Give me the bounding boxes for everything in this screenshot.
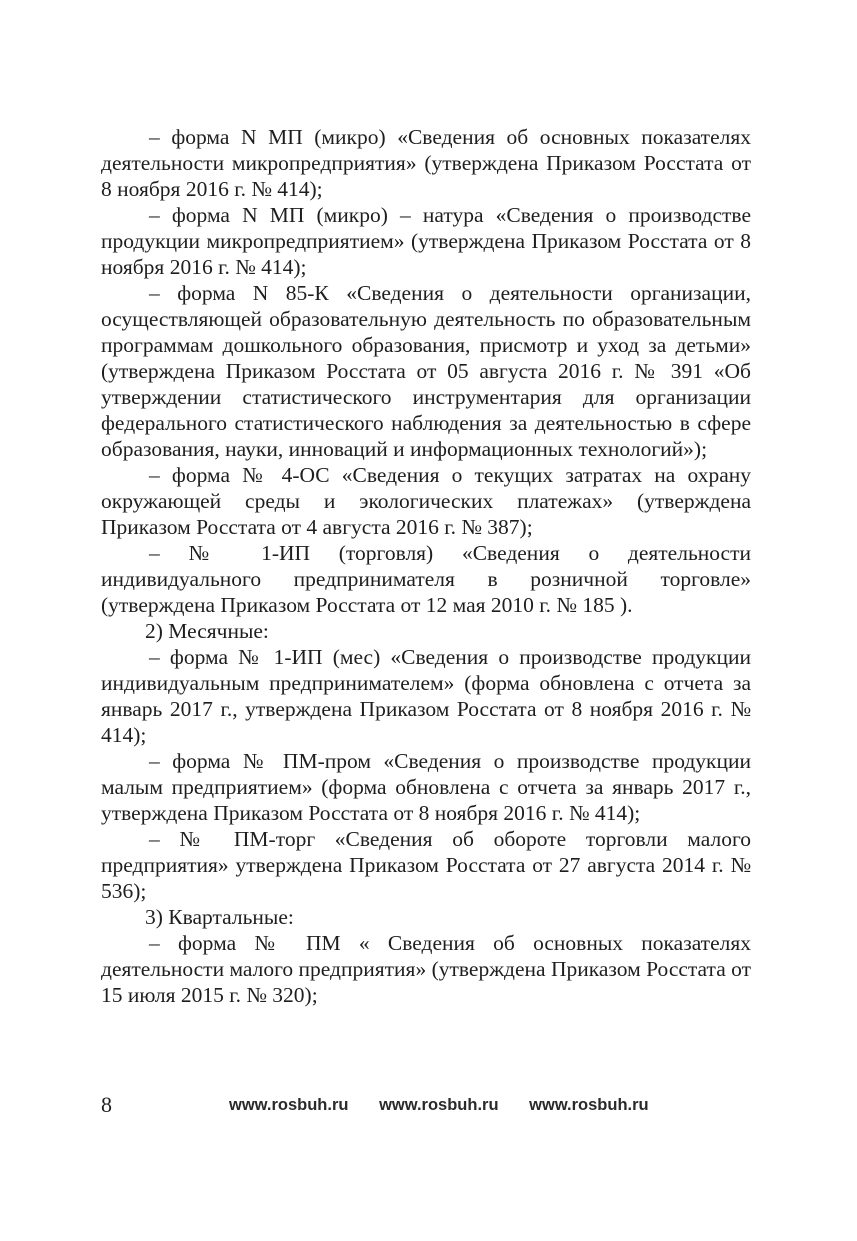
footer-link-3[interactable]: www.rosbuh.ru <box>529 1096 649 1114</box>
paragraph-form-1ip-trade: – № 1-ИП (торговля) «Сведения о деятельности индивидуального предпринимателя в розничной торговле» (утверждена Приказом Росстата от 12 мая 2010 г. № 185 ). <box>101 541 751 617</box>
paragraph-form-4os: – форма № 4-ОС «Сведения о текущих затратах на охрану окружающей среды и экологических платежах» (утверждена Приказом Росстата от 4 августа 2016 г. № 387); <box>101 463 751 539</box>
paragraph-form-1ip-month: – форма № 1-ИП (мес) «Сведения о производстве продукции индивидуальным предпринимателем» (форма обновлена с отчета за январь 2017 г., утверждена Приказом Росстата от 8 ноября 2016 г. № 414); <box>101 645 751 747</box>
section-heading-monthly: 2) Месячные: <box>145 619 269 643</box>
paragraph-form-pm-prom: – форма № ПМ-пром «Сведения о производстве продукции малым предприятием» (форма обновлена с отчета за январь 2017 г., утверждена Приказом Росстата от 8 ноября 2016 г. № 414); <box>101 749 751 825</box>
body-text <box>101 124 751 1008</box>
paragraph-form-pm: – форма № ПМ « Сведения об основных показателях деятельности малого предприятия» (утверждена Приказом Росстата от 15 июля 2015 г. № 320); <box>101 931 751 1007</box>
page-number: 8 <box>101 1092 112 1117</box>
footer-link-2[interactable]: www.rosbuh.ru <box>379 1096 499 1114</box>
page-footer <box>101 1092 751 1118</box>
section-heading-quarterly: 3) Квартальные: <box>145 905 294 929</box>
footer-links <box>229 1094 649 1116</box>
paragraph-form-mp-micro-natura: – форма N МП (микро) – натура «Сведения о производстве продукции микропредприятием» (утверждена Приказом Росстата от 8 ноября 2016 г. № 414); <box>101 203 751 279</box>
paragraph-form-mp-micro: – форма N МП (микро) «Сведения об основных показателях деятельности микропредприятия» (утверждена Приказом Росстата от 8 ноября 2016 г. № 414); <box>101 125 751 201</box>
footer-link-1[interactable]: www.rosbuh.ru <box>229 1096 349 1114</box>
paragraph-form-pm-torg: – № ПМ-торг «Сведения об обороте торговли малого предприятия» утверждена Приказом Росстата от 27 августа 2014 г. № 536); <box>101 827 751 903</box>
paragraph-form-85k: – форма N 85-К «Сведения о деятельности организации, осуществляющей образовательную деятельность по образовательным программам дошкольного образования, присмотр и уход за детьми» (утверждена Приказом Росстата от 05 августа 2016 г. № 391 «Об утверждении статистического инструментария для организации федерального статистического наблюдения за деятельностью в сфере образования, науки, инноваций и информационных технологий»); <box>101 281 751 461</box>
